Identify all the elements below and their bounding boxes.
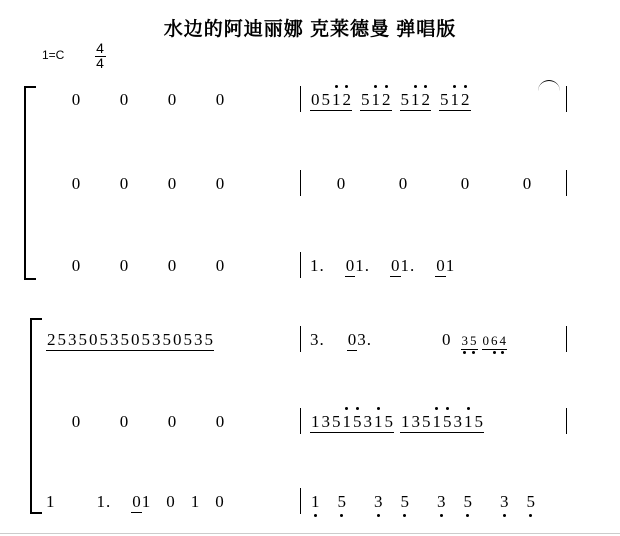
note-5: 5 [183,330,192,349]
note-3: 3 [152,330,161,349]
note-1-high: 1 [450,90,459,109]
note-0: 0 [166,492,175,511]
beamed-group [130,330,172,351]
note-cell: 0 [167,90,177,109]
barline [300,488,301,514]
beamed-group-small [482,333,508,350]
note-5: 5 [120,330,129,349]
note-1-dotted: 1. [355,256,370,275]
beamed-group [360,90,392,111]
stave-1-voice-3-measure-1 [52,256,244,276]
note-0: 0 [215,492,224,511]
note-5-low: 5 [337,492,346,511]
note-cell: 0 [119,256,129,275]
note-5: 5 [400,90,409,109]
note-cell: 0 [215,174,225,193]
barline [566,408,567,434]
stave-2-voice-3-measure-2 [310,492,536,512]
note-0: 0 [345,256,355,275]
note-cell: 0 [398,174,408,193]
beamed-group-small [461,333,478,350]
beamed-group [400,90,432,111]
note-5: 5 [78,330,87,349]
note-cell: 0 [215,90,225,109]
note-1-high: 1 [411,90,420,109]
note-5: 5 [162,330,171,349]
note-cell: 0 [522,174,532,193]
stave-1-voice-3-measure-2 [310,256,454,276]
note-3: 3 [411,412,420,431]
note-5: 5 [332,412,341,431]
note-cell: 0 [119,90,129,109]
beamed-group [435,256,446,277]
note-3: 3 [453,412,462,431]
beamed-group [400,412,442,433]
note-3: 3 [363,412,372,431]
note-3-dotted: 3. [310,330,325,349]
beamed-group [442,412,484,433]
note-0: 0 [131,330,140,349]
note-1: 1 [141,492,151,511]
note-5: 5 [384,412,393,431]
note-2-high: 2 [421,90,430,109]
stave-2-voice-2-measure-1 [52,412,244,432]
note-2-high: 2 [461,90,470,109]
note-1-dotted: 1. [96,492,112,511]
beamed-group [345,256,356,277]
note-0: 0 [89,330,98,349]
barline [300,170,301,196]
barline [566,326,567,352]
note-5-low: 5 [526,492,535,511]
note-1-high: 1 [374,412,383,431]
note-3: 3 [194,330,203,349]
note-5: 5 [57,330,66,349]
note-5-low: 5 [470,333,477,348]
note-0: 0 [173,330,182,349]
beamed-group [439,90,471,111]
stave-1-voice-2-measure-1 [52,174,244,194]
page-title: 水边的阿迪丽娜 克莱德曼 弹唱版 [163,19,457,40]
note-5: 5 [361,90,370,109]
note-2-high: 2 [382,90,391,109]
note-1-high: 1 [464,412,473,431]
beamed-group [131,492,142,513]
beamed-group [347,330,358,351]
note-cell: 0 [460,174,470,193]
key-signature: 1=C [42,48,65,62]
barline [300,326,301,352]
stave-2-voice-2-measure-2 [310,412,484,432]
note-5: 5 [99,330,108,349]
stave-1-voice-2-measure-2 [310,174,558,194]
slur-mark [538,80,560,91]
note-5: 5 [440,90,449,109]
note-cell: 0 [119,174,129,193]
note-5-low: 5 [400,492,409,511]
note-3: 3 [321,412,330,431]
beamed-group [310,90,352,111]
barline [300,252,301,278]
note-cell: 0 [167,256,177,275]
note-1-high: 1 [342,412,351,431]
note-5-low: 5 [463,492,472,511]
note-1-low: 1 [311,492,320,511]
note-0: 0 [311,90,320,109]
stave-1-voice-1-measure-1 [52,90,244,110]
note-6-low: 6 [491,333,498,348]
time-signature-numerator: 4 [96,40,104,56]
note-cell: 0 [336,174,346,193]
note-0: 0 [391,256,400,275]
note-3-low: 3 [500,492,509,511]
barline [566,86,567,112]
note-1: 1 [311,412,320,431]
note-0: 0 [132,492,141,511]
note-cell: 0 [215,412,225,431]
beamed-group [352,412,394,433]
note-cell: 0 [167,412,177,431]
note-0: 0 [436,256,445,275]
beamed-group [310,412,352,433]
note-cell: 0 [71,90,81,109]
note-cell: 0 [167,174,177,193]
barline [300,408,301,434]
note-4-low: 4 [499,333,506,348]
note-cell: 0 [71,412,81,431]
note-1-high: 1 [432,412,441,431]
note-3-low: 3 [461,333,468,348]
note-2-high: 2 [342,90,351,109]
note-5: 5 [474,412,483,431]
note-cell: 0 [119,412,129,431]
note-3-low: 3 [437,492,446,511]
page-bottom-divider [0,533,620,534]
note-cell: 0 [71,256,81,275]
note-1: 1 [401,412,410,431]
note-3: 3 [110,330,119,349]
beamed-group [46,330,88,351]
note-cell: 0 [215,256,225,275]
note-3: 3 [68,330,77,349]
system-brace-2 [30,318,42,514]
note-3-low: 3 [374,492,383,511]
note-1: 1 [445,256,455,275]
note-1-high: 1 [371,90,380,109]
note-0: 0 [442,330,451,349]
note-cell: 0 [71,174,81,193]
note-2: 2 [47,330,56,349]
note-5: 5 [141,330,150,349]
note-5-high: 5 [353,412,362,431]
barline [300,86,301,112]
beamed-group [172,330,214,351]
note-1: 1 [190,492,200,511]
note-0: 0 [347,330,357,349]
note-5-high: 5 [443,412,452,431]
note-1-high: 1 [332,90,341,109]
beamed-group [88,330,130,351]
barline [566,170,567,196]
note-5: 5 [422,412,431,431]
time-signature [92,42,108,70]
note-1: 1 [46,492,55,511]
stave-2-voice-1-measure-1 [46,330,214,350]
system-brace-1 [24,86,36,280]
note-1-dotted: 1. [310,256,325,275]
note-5: 5 [321,90,330,109]
stave-1-voice-1-measure-2 [310,90,471,110]
note-0: 0 [482,333,489,348]
time-signature-denominator: 4 [96,55,104,71]
note-1-dotted: 1. [400,256,416,275]
beamed-group [390,256,401,277]
stave-2-voice-3-measure-1 [46,492,224,512]
note-3-dotted: 3. [357,330,372,349]
note-5: 5 [204,330,213,349]
stave-2-voice-1-measure-2 [310,330,507,350]
